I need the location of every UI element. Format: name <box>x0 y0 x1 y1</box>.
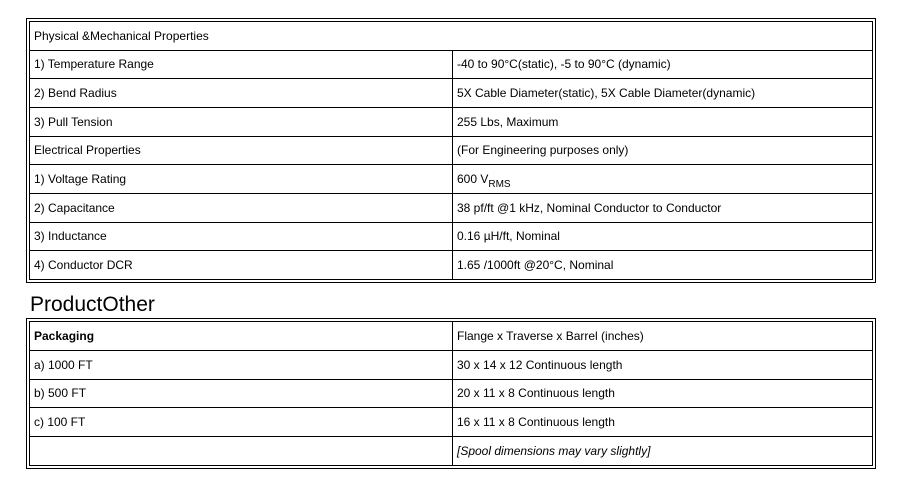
table-row <box>30 350 873 379</box>
packaging-table <box>29 321 873 466</box>
table-header-row <box>30 322 873 351</box>
property-value: 38 pf/ft @1 kHz, Nominal Conductor to Conductor <box>453 193 873 222</box>
table-row <box>30 136 873 165</box>
property-value: 0.16 µH/ft, Nominal <box>453 222 873 251</box>
packaging-label: c) 100 FT <box>30 408 453 437</box>
property-label: 2) Bend Radius <box>30 79 453 108</box>
property-value <box>453 165 873 194</box>
packaging-header-value: Flange x Traverse x Barrel (inches) <box>453 322 873 351</box>
packaging-header-label: Packaging <box>30 322 453 351</box>
table-row <box>30 222 873 251</box>
table-row <box>30 22 873 51</box>
packaging-label: a) 1000 FT <box>30 350 453 379</box>
property-label: 4) Conductor DCR <box>30 251 453 280</box>
table-row <box>30 251 873 280</box>
packaging-value: 16 x 11 x 8 Continuous length <box>453 408 873 437</box>
property-label: 2) Capacitance <box>30 193 453 222</box>
table-row <box>30 408 873 437</box>
table-row <box>30 379 873 408</box>
table-row <box>30 79 873 108</box>
packaging-label <box>30 437 453 466</box>
property-label: 3) Inductance <box>30 222 453 251</box>
table-row <box>30 50 873 79</box>
packaging-value: 30 x 14 x 12 Continuous length <box>453 350 873 379</box>
physical-electrical-properties-table <box>26 18 876 283</box>
packaging-label: b) 500 FT <box>30 379 453 408</box>
voltage-subscript: RMS <box>488 179 511 191</box>
table-row <box>30 437 873 466</box>
property-value: -40 to 90°C(static), -5 to 90°C (dynamic) <box>453 50 873 79</box>
section-title-physical-mechanical: Physical &Mechanical Properties <box>30 22 873 51</box>
section-heading: ProductOther <box>30 293 155 316</box>
section-note: (For Engineering purposes only) <box>453 136 873 165</box>
section-title-electrical: Electrical Properties <box>30 136 453 165</box>
properties-table <box>29 21 873 280</box>
table-row <box>30 193 873 222</box>
table-row <box>30 165 873 194</box>
packaging-table-frame <box>26 318 876 469</box>
packaging-value: 20 x 11 x 8 Continuous length <box>453 379 873 408</box>
property-value: 1.65 /1000ft @20°C, Nominal <box>453 251 873 280</box>
property-value: 5X Cable Diameter(static), 5X Cable Diameter(dynamic) <box>453 79 873 108</box>
voltage-value: 600 V <box>457 172 489 187</box>
spool-note: [Spool dimensions may vary slightly] <box>453 437 873 466</box>
property-label: 1) Voltage Rating <box>30 165 453 194</box>
property-label: 3) Pull Tension <box>30 107 453 136</box>
property-label: 1) Temperature Range <box>30 50 453 79</box>
property-value: 255 Lbs, Maximum <box>453 107 873 136</box>
table-row <box>30 107 873 136</box>
